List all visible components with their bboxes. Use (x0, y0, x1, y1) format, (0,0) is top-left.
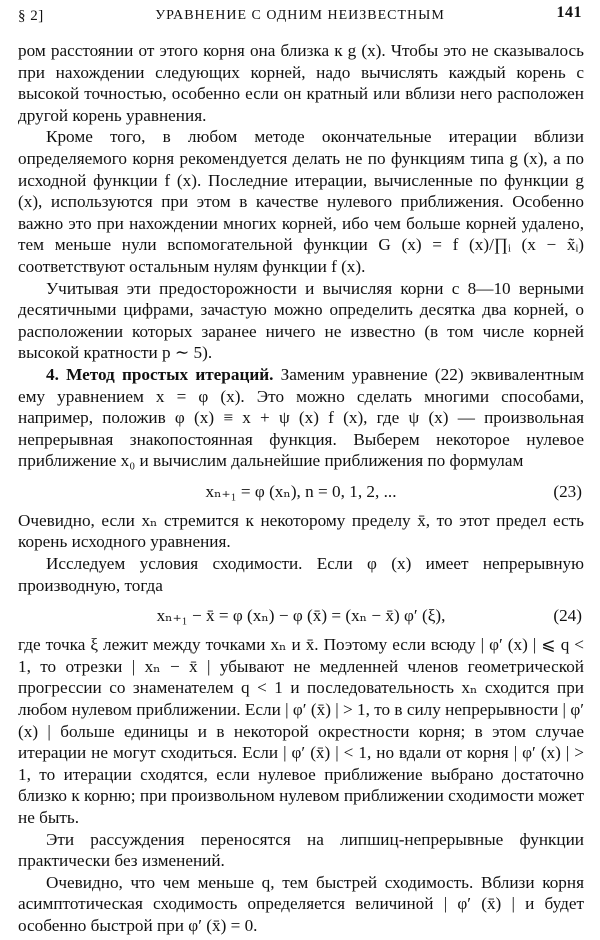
section-heading: 4. Метод простых итераций. (46, 364, 274, 384)
equation-23-number: (23) (553, 481, 582, 501)
paragraph-6: Исследуем условия сходимости. Если φ (x) имеет непрерывную производную, тогда (18, 554, 584, 595)
paragraph-3: Учитывая эти предосторожности и вычисляя корни с 8—10 верными десятичными цифрами, зачастую можно определить десятка два корней, о расположении которых заранее ничего не известно (в том числе корней высокой кратности p ∼ 5). (18, 278, 584, 363)
paragraph-7: где точка ξ лежит между точками xₙ и x̄. Поэтому если всюду | φ′ (x) | ⩽ q < 1, то отрезки | xₙ − x̄ | убывают не медленней членов геометрической прогрессии со знаменателем q < 1 и последовательность xₙ сходится при любом нулевом приближении. Если | φ′ (x̄) | > 1, то в силу непрерывности | φ′ (x) | больше единицы и в некоторой окрестности корня; в этом случае итерации не могут сходиться. Если | φ′ (x̄) | < 1, но вдали от корня | φ′ (x) | > 1, то итерации сходятся, если нулевое приближение выбрано достаточно близко к корню; при произвольном нулевом приближении сходимости может не быть. (18, 635, 584, 827)
paragraph-9: Очевидно, что чем меньше q, тем быстрей сходимость. Вблизи корня асимптотическая сходимость определяется величиной | φ′ (x̄) | и будет особенно быстрой при φ′ (x̄) = 0. (18, 872, 584, 935)
equation-24 (18, 604, 584, 628)
paragraph-1: ром расстоянии от этого корня она близка к g (x). Чтобы это не сказывалось при нахождении следующих корней, надо вычислять каждый корень с высокой точностью, особенно если он кратный или вблизи него расположен другой корень уравнения. (18, 41, 584, 125)
running-head (18, 4, 582, 28)
paragraph-2: Кроме того, в любом методе окончательные итерации вблизи определяемого корня рекомендуется делать не по функциям типа g (x), а по исходной функции f (x). Последние итерации, вычисленные по функции g (x), используются при этом в качестве нулевого приближения. Особенно важно это при нахождении многих корней, ибо чем больше корней удалено, тем меньше нули вспомогательной функции G (x) = f (x)/∏ᵢ (x − x̃ᵢ) соответствуют остальным нулям функции f (x). (18, 127, 584, 276)
equation-24-number: (24) (553, 606, 582, 626)
page-number: 141 (556, 4, 582, 21)
running-title: УРАВНЕНИЕ С ОДНИМ НЕИЗВЕСТНЫМ (155, 8, 445, 23)
equation-23-body: xₙ₊₁ = φ (xₙ), n = 0, 1, 2, ... (205, 481, 397, 501)
paragraph-5: Очевидно, если xₙ стремится к некоторому пределу x̄, то этот предел есть корень исходного уравнения. (18, 510, 584, 552)
paragraph-8: Эти рассуждения переносятся на липшиц-непрерывные функции практически без изменений. (18, 829, 584, 871)
section-mark: § 2] (18, 8, 44, 24)
equation-24-body: xₙ₊₁ − x̄ = φ (xₙ) − φ (x̄) = (xₙ − x̄) φ′ (ξ), (156, 606, 446, 626)
page-body (18, 40, 584, 937)
paragraph-4-text: Заменим уравнение (22) эквивалентным ему уравнением x = φ (x). Это можно сделать многими способами, например, положив φ (x) ≡ x + ψ (x) f (x), где ψ (x) — произвольная непрерывная знакопостоянная функция. Выберем некоторое нулевое приближение x₀ и вычислим дальнейшие приближения по формулам (18, 364, 584, 471)
paragraph-4 (18, 364, 584, 472)
equation-23 (18, 480, 584, 504)
